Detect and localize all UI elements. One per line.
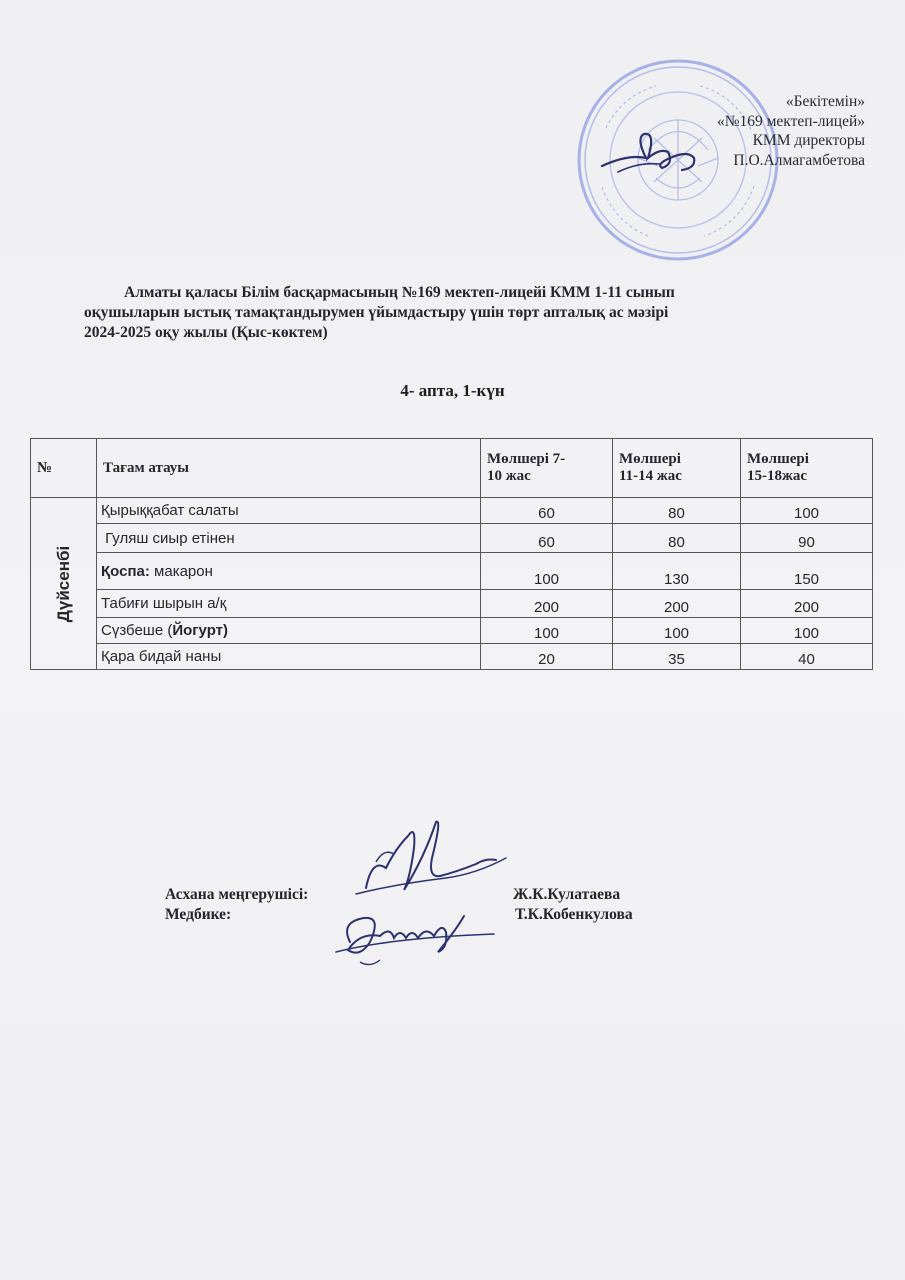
- header-age-7-10: Мөлшері 7- 10 жас: [481, 439, 613, 498]
- header-number: №: [31, 439, 97, 498]
- director-signature-icon: [598, 128, 708, 188]
- amount-7-10: 100: [481, 553, 613, 590]
- table-header-row: [31, 439, 873, 498]
- header-age-11-14: Мөлшері 11-14 жас: [613, 439, 741, 498]
- dish-name: Гуляш сиыр етінен: [97, 524, 481, 553]
- title-line-2: оқушыларын ыстық тамақтандырумен үйымдастыру үшін төрт апталық ас мәзірі: [84, 304, 669, 321]
- day-cell: [31, 498, 97, 670]
- amount-7-10: 60: [481, 524, 613, 553]
- table-row: [31, 644, 873, 670]
- amount-7-10: 100: [481, 618, 613, 644]
- nurse-row: [165, 905, 725, 925]
- amount-7-10: 60: [481, 498, 613, 524]
- role-nurse: Медбике:: [165, 906, 232, 923]
- approval-line-4: П.О.Алмагамбетова: [733, 151, 865, 169]
- amount-11-14: 80: [613, 524, 741, 553]
- person-canteen-manager: Ж.К.Кулатаева: [513, 886, 621, 903]
- dish-name: Сүзбеше (Йогурт): [97, 618, 481, 644]
- menu-table: [30, 438, 873, 670]
- dish-name: Табиғи шырын а/қ: [97, 590, 481, 618]
- amount-11-14: 200: [613, 590, 741, 618]
- dish-name: Қоспа: макарон: [97, 553, 481, 590]
- amount-11-14: 100: [613, 618, 741, 644]
- person-nurse: Т.К.Кобенкулова: [515, 906, 633, 923]
- amount-15-18: 90: [741, 524, 873, 553]
- amount-11-14: 35: [613, 644, 741, 670]
- amount-15-18: 200: [741, 590, 873, 618]
- table-row: [31, 618, 873, 644]
- amount-7-10: 20: [481, 644, 613, 670]
- canteen-manager-row: [165, 885, 725, 905]
- week-day-subtitle: 4- апта, 1-күн: [400, 381, 505, 400]
- document-title: [84, 283, 874, 343]
- amount-15-18: 100: [741, 498, 873, 524]
- amount-7-10: 200: [481, 590, 613, 618]
- amount-15-18: 150: [741, 553, 873, 590]
- title-line-1: Алматы қаласы Білім басқармасының №169 мектеп-лицейі КММ 1-11 сынып: [124, 284, 675, 301]
- table-row: [31, 524, 873, 553]
- approval-line-1: «Бекітемін»: [785, 93, 865, 110]
- approval-line-2: «№169 мектеп-лицей»: [716, 112, 865, 130]
- approval-line-3: КММ директоры: [752, 132, 865, 149]
- amount-11-14: 80: [613, 498, 741, 524]
- amount-11-14: 130: [613, 553, 741, 590]
- title-line-3: 2024-2025 оқу жылы (Қыс-көктем): [84, 324, 328, 341]
- table-row: [31, 590, 873, 618]
- header-age-15-18: Мөлшері 15-18жас: [741, 439, 873, 498]
- table-row: [31, 553, 873, 590]
- role-canteen-manager: Асхана меңгерушісі:: [165, 886, 309, 903]
- dish-name: Қара бидай наны: [97, 644, 481, 670]
- header-dish-name: Тағам атауы: [97, 439, 481, 498]
- dish-name: Қырыққабат салаты: [97, 498, 481, 524]
- day-name: Дүйсенбі: [53, 545, 73, 622]
- amount-15-18: 40: [741, 644, 873, 670]
- amount-15-18: 100: [741, 618, 873, 644]
- table-row: [31, 498, 873, 524]
- approval-block: [717, 92, 865, 170]
- signatures-block: [165, 885, 725, 925]
